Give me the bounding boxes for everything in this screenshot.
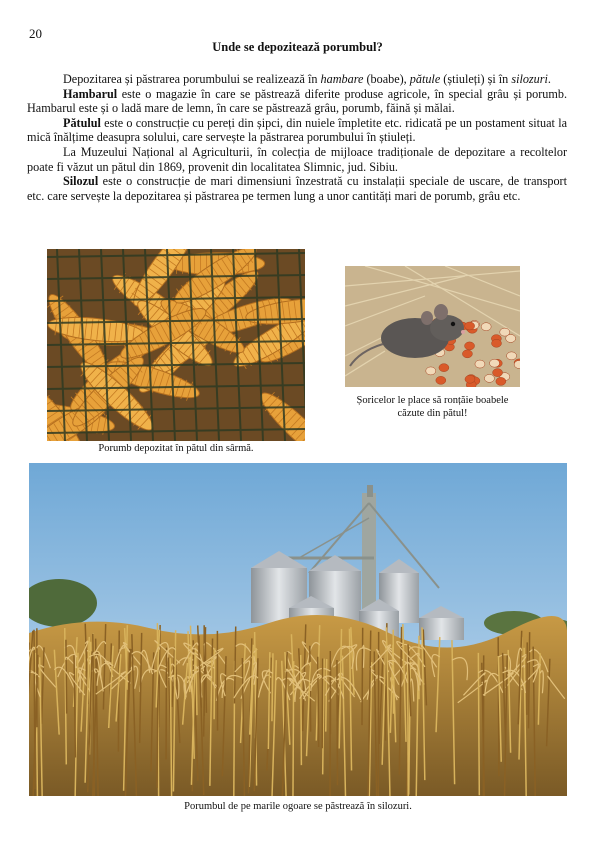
term-patule: pătule xyxy=(409,72,441,86)
term-silozul: Silozul xyxy=(63,174,99,189)
article-body xyxy=(27,72,567,203)
term-patulul: Pătulul xyxy=(63,115,101,130)
text-run: . xyxy=(547,72,551,86)
museum-text: La Muzeului Național al Agriculturii, în colecția de mijloace tradiționale de depozitare a recoltelor poate fi văzut un pătul din 1869, provenit din localitatea Slimnic, jud. Sibiu. xyxy=(27,144,567,174)
silos-photo xyxy=(29,463,567,796)
paragraph-siloz xyxy=(27,174,567,203)
caption-silos: Porumbul de pe marile ogoare se păstrează în silozuri. xyxy=(184,801,412,812)
text-run: (boabe), xyxy=(363,72,410,86)
definition-text: este o magazie în care se păstrează diferite produse agricole, în special grâu și porumb. Hambarul este și o ladă mare de lemn, în care se păstrează grâu, porumb, făină și mălai. xyxy=(27,86,567,116)
definition-text: este o construcție cu pereți din șipci, din nuiele împletite etc. ridicată pe un postament situat la mică înălțime deasupra solului, care servește la păstrarea porumbului în știuleți. xyxy=(27,115,567,145)
text-run: (știuleți) și în xyxy=(440,72,512,86)
caption-corn-crib: Porumb depozitat în pătul din sârmă. xyxy=(98,443,254,454)
page-number: 20 xyxy=(29,26,42,41)
term-silozuri: silozuri xyxy=(511,72,548,86)
page-title: Unde se depozitează porumbul? xyxy=(212,40,383,54)
corn-crib-photo xyxy=(47,249,305,441)
paragraph-hambar xyxy=(27,87,567,116)
text-run: Depozitarea și păstrarea porumbului se realizează în xyxy=(63,72,321,86)
paragraph-patul xyxy=(27,116,567,145)
paragraph-museum xyxy=(27,145,567,174)
paragraph-intro xyxy=(27,72,567,87)
term-hambarul: Hambarul xyxy=(63,86,118,101)
caption-mouse: Șoricelor le place să ronțăie boabele căzute din pătul! xyxy=(356,395,509,419)
definition-text: este o construcție de mari dimensiuni înzestrată cu instalații speciale de uscare, de transport etc. care servește la depozitarea și păstrarea pe termen lung a unor cantități mari de porumb, grâu etc. xyxy=(27,174,567,203)
term-hambare: hambare xyxy=(320,72,364,86)
mouse-photo xyxy=(345,266,520,387)
